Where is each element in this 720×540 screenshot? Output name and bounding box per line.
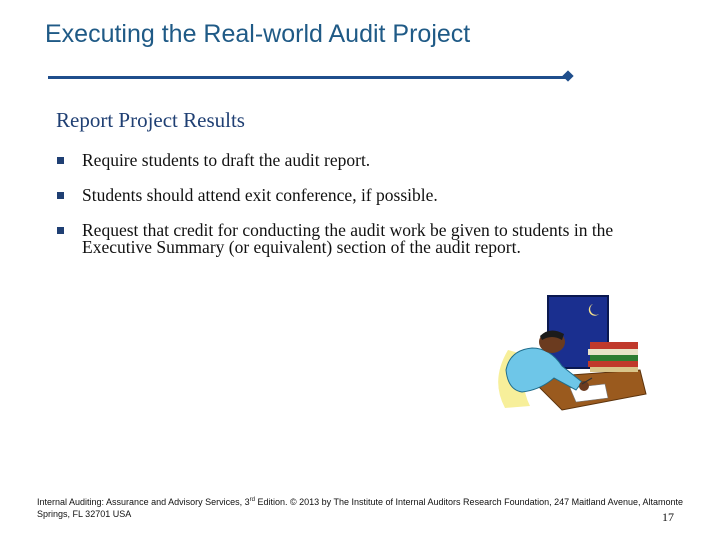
slide-title: Executing the Real-world Audit Project: [45, 20, 471, 48]
bullet-item: [52, 187, 672, 204]
square-bullet-icon: [57, 157, 64, 164]
square-bullet-icon: [57, 192, 64, 199]
bullet-text: Request that credit for conducting the audit work be given to students in the Executive Summary (or equivalent) section of the audit report.: [82, 220, 614, 257]
section-heading: Report Project Results: [56, 108, 245, 132]
footer-citation: [37, 494, 687, 520]
footer-text-1: Internal Auditing: Assurance and Advisory Services, 3: [37, 497, 250, 507]
bullet-text: Require students to draft the audit report.: [82, 150, 371, 170]
footer-text-2: Edition. © 2013 by The Institute of Internal Auditors Research Foundation, 247 Maitland Avenue, Altamonte Springs, FL 32701 USA: [37, 497, 684, 519]
student-writing-clipart: [470, 290, 650, 420]
underline-diamond: [562, 70, 573, 81]
footer-superscript: rd: [249, 497, 255, 503]
bullet-list: [52, 152, 672, 274]
title-underline: [48, 76, 568, 79]
page-number: 17: [662, 510, 674, 524]
bullet-item: [52, 152, 672, 169]
bullet-text: Students should attend exit conference, if possible.: [82, 185, 438, 205]
square-bullet-icon: [57, 227, 64, 234]
bullet-item: [52, 222, 672, 256]
